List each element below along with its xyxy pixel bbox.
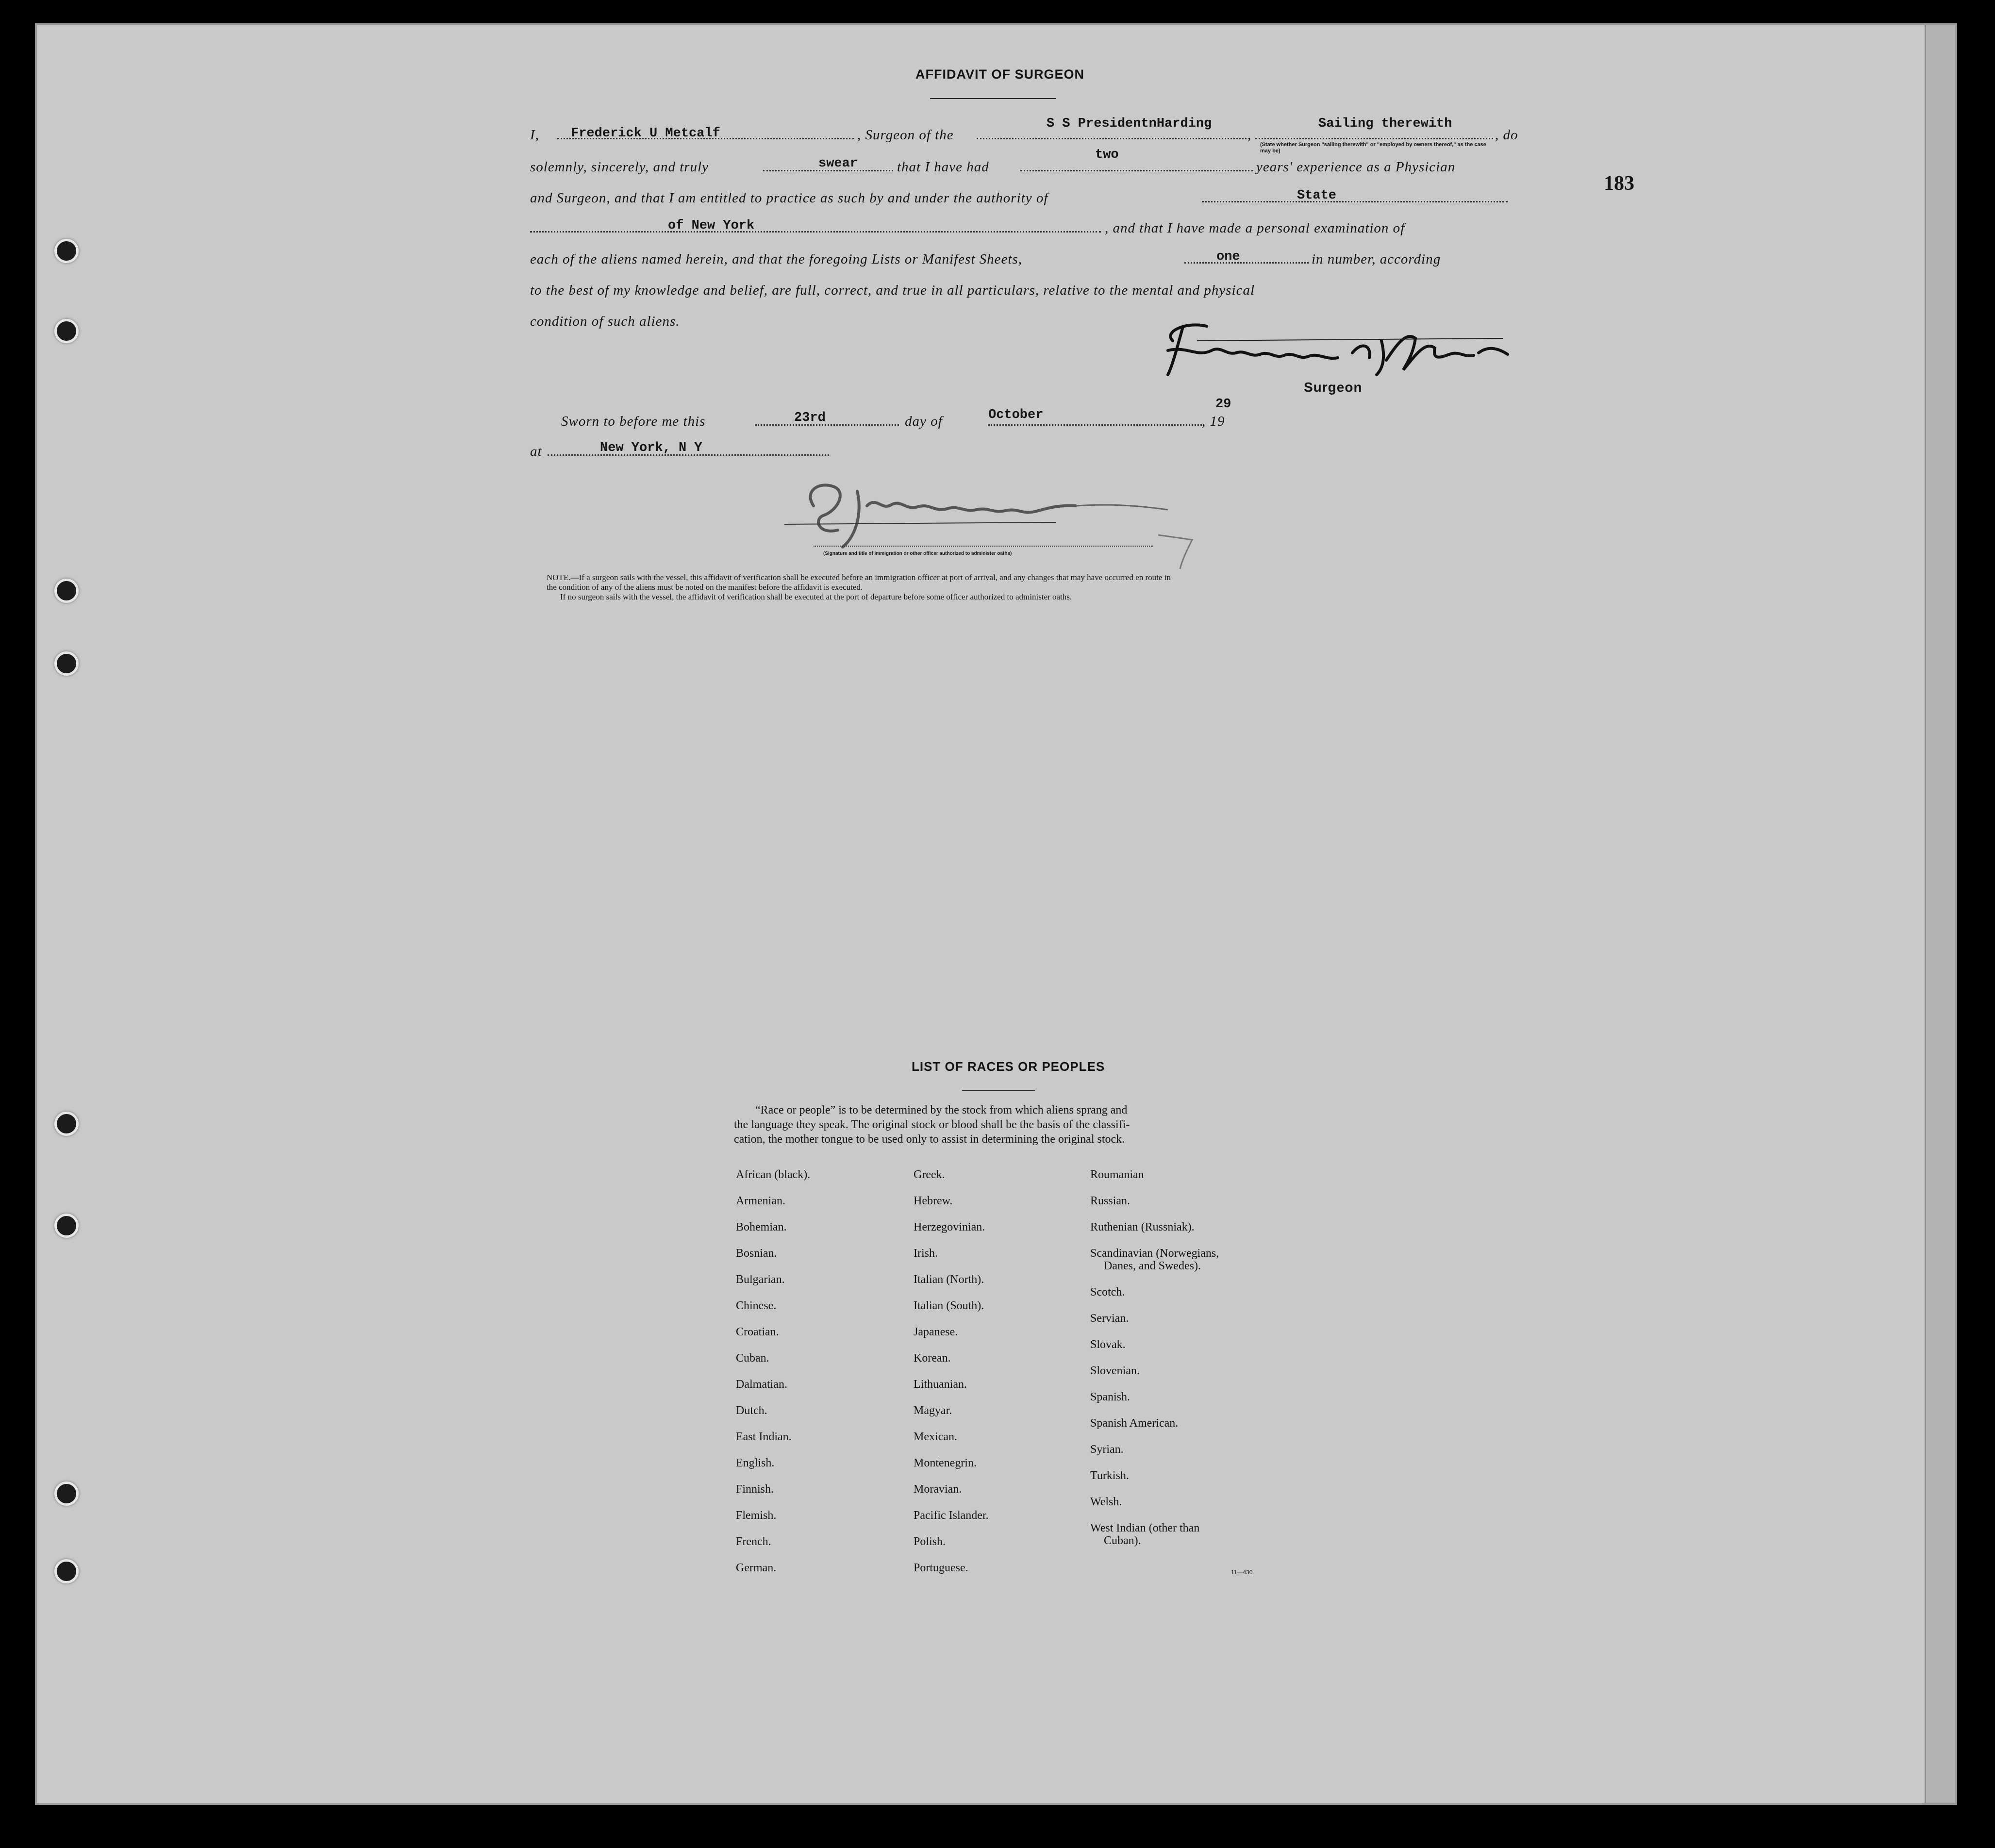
- intro-line: cation, the mother tongue to be used only to assist in determining the original stock.: [734, 1133, 1125, 1146]
- affidavit-text: that I have had: [897, 159, 989, 175]
- vessel-name-field: S S PresidentnHarding: [1047, 117, 1212, 131]
- race-item: Turkish.: [1090, 1469, 1129, 1482]
- oath-field: swear: [818, 156, 858, 171]
- authority-blank: [1202, 201, 1508, 202]
- race-item: Scotch.: [1090, 1286, 1125, 1299]
- affidavit-text: ,: [1247, 127, 1252, 143]
- race-item: Cuban.: [736, 1352, 769, 1365]
- sheets-blank: [1184, 262, 1309, 264]
- race-item: Armenian.: [736, 1195, 785, 1207]
- affidavit-text: day of: [905, 414, 943, 429]
- race-item: Slovak.: [1090, 1338, 1126, 1351]
- binder-hole: [54, 651, 79, 676]
- title-underline: [930, 98, 1056, 99]
- race-item: Spanish.: [1090, 1391, 1130, 1403]
- sworn-month-field: October: [988, 408, 1044, 422]
- surgeon-caption: Surgeon: [1304, 380, 1363, 395]
- affidavit-text: and Surgeon, and that I am entitled to practice as such by and under the authority of: [530, 190, 1048, 206]
- race-item: Syrian.: [1090, 1443, 1124, 1456]
- race-item: English.: [736, 1457, 775, 1469]
- race-item: Croatian.: [736, 1326, 779, 1338]
- race-item: Bosnian.: [736, 1247, 777, 1260]
- race-item: Welsh.: [1090, 1496, 1122, 1508]
- authority-field: State: [1297, 188, 1337, 203]
- affidavit-title: AFFIDAVIT OF SURGEON: [915, 67, 1084, 82]
- race-item: Italian (South).: [914, 1299, 984, 1312]
- form-number: 11—430: [1231, 1569, 1253, 1576]
- vessel-blank: [977, 138, 1247, 139]
- surgeon-signature: [1153, 312, 1522, 384]
- note-line: If no surgeon sails with the vessel, the affidavit of verification shall be executed at the port of departure before some officer authorized to administer oaths.: [560, 592, 1072, 601]
- race-item: Flemish.: [736, 1509, 777, 1522]
- affidavit-text: condition of such aliens.: [530, 314, 680, 329]
- sworn-place-field: New York, N Y: [600, 441, 702, 455]
- binder-hole: [54, 1214, 79, 1238]
- sworn-day-field: 23rd: [794, 411, 826, 425]
- binder-hole: [54, 579, 79, 603]
- races-column-2: [914, 1168, 1088, 1587]
- status-instruction: (State whether Surgeon "sailing therewith" or "employed by owners thereof," as the case may be): [1260, 142, 1486, 154]
- authority-blank-cont: [530, 231, 1101, 233]
- affidavit-text: , Surgeon of the: [857, 127, 954, 143]
- sworn-year-field: 29: [1215, 397, 1231, 412]
- race-item: Polish.: [914, 1535, 946, 1548]
- affidavit-text: to the best of my knowledge and belief, are full, correct, and true in all particulars, relative to the mental and physical: [530, 283, 1255, 298]
- race-item: Servian.: [1090, 1312, 1129, 1325]
- races-title: LIST OF RACES OR PEOPLES: [912, 1059, 1105, 1074]
- race-item: Chinese.: [736, 1299, 777, 1312]
- affidavit-text: years' experience as a Physician: [1256, 159, 1456, 175]
- surgeon-status-field: Sailing therewith: [1318, 117, 1452, 131]
- race-item: Irish.: [914, 1247, 938, 1260]
- race-item: Dalmatian.: [736, 1378, 787, 1391]
- affidavit-text: solemnly, sincerely, and truly: [530, 159, 709, 175]
- races-column-3: [1090, 1168, 1275, 1560]
- page-edge: [1925, 25, 1955, 1803]
- intro-line: “Race or people” is to be determined by the stock from which aliens sprang and: [755, 1104, 1128, 1116]
- race-item: Moravian.: [914, 1483, 962, 1496]
- intro-line: the language they speak. The original stock or blood shall be the basis of the classifi-: [734, 1118, 1130, 1131]
- binder-hole: [54, 1482, 79, 1506]
- race-item: Slovenian.: [1090, 1365, 1140, 1377]
- years-field: two: [1095, 148, 1119, 162]
- binder-hole: [54, 239, 79, 263]
- race-item: Dutch.: [736, 1404, 767, 1417]
- binder-hole: [54, 1112, 79, 1136]
- race-item: Danes, and Swedes).: [1104, 1260, 1201, 1272]
- officer-signature-line: [814, 546, 1153, 547]
- race-item: Pacific Islander.: [914, 1509, 989, 1522]
- status-blank: [1255, 138, 1493, 139]
- race-item: Italian (North).: [914, 1273, 984, 1286]
- race-item: Ruthenian (Russniak).: [1090, 1221, 1195, 1233]
- affidavit-text: , and that I have made a personal examination of: [1105, 220, 1405, 236]
- affidavit-text: each of the aliens named herein, and that the foregoing Lists or Manifest Sheets,: [530, 251, 1022, 267]
- race-item: German.: [736, 1562, 777, 1574]
- race-item: Montenegrin.: [914, 1457, 977, 1469]
- race-item: French.: [736, 1535, 771, 1548]
- day-blank: [755, 424, 899, 426]
- note-line: the condition of any of the aliens must be noted on the manifest before the affidavit is executed.: [547, 583, 863, 592]
- race-item: Magyar.: [914, 1404, 952, 1417]
- race-item: Bohemian.: [736, 1221, 787, 1233]
- surgeon-name-field: Frederick U Metcalf: [571, 126, 720, 141]
- race-item: Lithuanian.: [914, 1378, 967, 1391]
- manifest-page: [35, 23, 1957, 1805]
- binder-hole: [54, 1559, 79, 1583]
- affidavit-text: , do: [1495, 127, 1518, 143]
- race-item: Hebrew.: [914, 1195, 953, 1207]
- binder-hole: [54, 319, 79, 343]
- races-title-underline: [962, 1090, 1035, 1091]
- officer-flourish: [1153, 525, 1212, 576]
- race-item: Cuban).: [1104, 1534, 1141, 1547]
- affidavit-text: I,: [530, 127, 539, 143]
- race-item: Russian.: [1090, 1195, 1130, 1207]
- race-item: Korean.: [914, 1352, 951, 1365]
- races-intro: [734, 1103, 1258, 1147]
- race-item: East Indian.: [736, 1431, 792, 1443]
- month-blank: [988, 424, 1202, 426]
- race-item: Portuguese.: [914, 1562, 968, 1574]
- race-item: Finnish.: [736, 1483, 774, 1496]
- note-line: NOTE.—If a surgeon sails with the vessel, this affidavit of verification shall be executed before an immigration officer at port of arrival, and any changes that may have occurred en route in: [547, 573, 1171, 582]
- race-item: Japanese.: [914, 1326, 958, 1338]
- affidavit-text: at: [530, 444, 542, 459]
- authority-field-cont: of New York: [668, 218, 755, 233]
- officer-signature: [784, 462, 1182, 559]
- race-item: Bulgarian.: [736, 1273, 785, 1286]
- race-item: Spanish American.: [1090, 1417, 1179, 1430]
- race-item: West Indian (other than: [1090, 1522, 1200, 1534]
- races-column-1: [736, 1168, 901, 1587]
- affidavit-text: Sworn to before me this: [561, 414, 706, 429]
- page-number: 183: [1604, 172, 1634, 195]
- affidavit-text: , 19: [1202, 414, 1225, 429]
- affidavit-text: in number, according: [1312, 251, 1441, 267]
- race-item: Roumanian: [1090, 1168, 1144, 1181]
- race-item: Herzegovinian.: [914, 1221, 985, 1233]
- race-item: Mexican.: [914, 1431, 957, 1443]
- sheets-count-field: one: [1216, 250, 1240, 264]
- officer-caption: (Signature and title of immigration or other officer authorized to administer oaths): [823, 551, 1012, 556]
- race-item: African (black).: [736, 1168, 811, 1181]
- race-item: Greek.: [914, 1168, 945, 1181]
- years-blank: [1020, 170, 1253, 171]
- race-item: Scandinavian (Norwegians,: [1090, 1247, 1219, 1260]
